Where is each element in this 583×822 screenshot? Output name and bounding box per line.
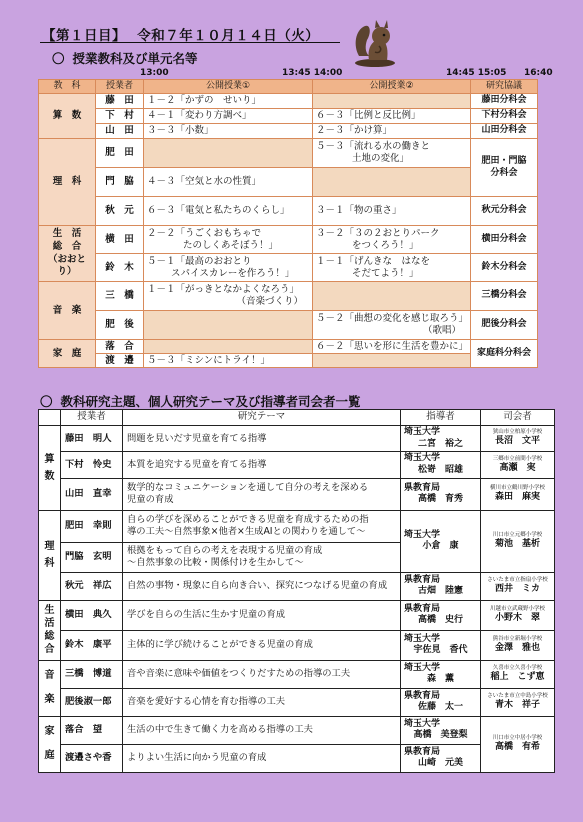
- res-mc: [481, 510, 555, 572]
- lesson1: ４－３「空気と水の性質」: [144, 168, 313, 197]
- res-theme: 本質を追究する児童を育てる指導: [123, 452, 401, 478]
- advisor-org: 埼玉大学: [404, 633, 441, 644]
- advisor-org: 県教育局: [404, 603, 441, 614]
- mc-org: 川口市立中居小学校: [492, 734, 543, 741]
- res-name: 鈴木 康平: [61, 630, 123, 660]
- teacher: 藤 田: [96, 94, 144, 109]
- lesson2-line2: 土地の変化」: [352, 153, 410, 164]
- lesson2: [313, 139, 471, 168]
- subject-math: 算 数: [39, 94, 96, 139]
- col-blank: [39, 410, 61, 426]
- lesson2: ２－３「かけ算」: [313, 124, 471, 139]
- teacher: 肥 後: [96, 311, 144, 340]
- time-mid2: 14:45 15:05: [446, 68, 507, 78]
- group: 肥後分科会: [471, 311, 538, 340]
- mc-name: 小野木 翠: [494, 612, 540, 623]
- lesson1: [144, 282, 313, 311]
- col-lesson2: 公開授業②: [313, 80, 471, 94]
- theme-line2: 児童の育成: [127, 494, 174, 506]
- table-row: [39, 630, 555, 660]
- teacher: 鈴 木: [96, 254, 144, 282]
- lesson2-line1: ５－２「曲想の変化を感じ取ろう」: [316, 313, 469, 325]
- res-mc: [481, 600, 555, 630]
- section2-title: 教科研究主題、個人研究テーマ及び指導者司会者一覧: [60, 394, 361, 409]
- advisor-name: 松嵜 昭雄: [417, 465, 463, 476]
- subject-music: 音 楽: [39, 282, 96, 340]
- table-row: [39, 226, 538, 254]
- res-name: 藤田 明人: [61, 426, 123, 452]
- research-table: [38, 409, 555, 773]
- time-start: 13:00: [140, 68, 169, 78]
- advisor-org: 県教育局: [404, 574, 441, 585]
- res-theme: よりよい生活に向かう児童の育成: [123, 744, 401, 772]
- res-mc: [481, 478, 555, 510]
- mc-name: 菊池 基析: [494, 538, 540, 549]
- table-row: [39, 510, 555, 542]
- table-row: [39, 452, 555, 478]
- research-header-row: [39, 410, 555, 426]
- advisor-name: 高橋 史行: [417, 615, 463, 626]
- section2-heading: [40, 392, 361, 410]
- res-theme: 音や音楽に意味や価値をつくりだすための指導の工夫: [123, 660, 401, 688]
- advisor-name: 小倉 康: [422, 541, 459, 552]
- table-row: [39, 426, 555, 452]
- subject-life: 生 活 総 合 （おおとり）: [39, 226, 96, 282]
- teacher: 秋 元: [96, 197, 144, 226]
- res-name: 下村 怜史: [61, 452, 123, 478]
- theme-line1: 自らの学びを深めることができる児童を育成するための指: [127, 514, 369, 526]
- res-advisor: [401, 688, 481, 716]
- lesson2-empty: [313, 168, 471, 197]
- col-advisor: 指導者: [401, 410, 481, 426]
- theme-line1: 数学的なコミュニケーションを通して自分の考えを深める: [127, 482, 369, 494]
- subject-science: 理 科: [39, 139, 96, 226]
- mc-org: 久喜市立久喜小学校: [492, 664, 543, 671]
- res-theme: 問題を見いだす児童を育てる指導: [123, 426, 401, 452]
- mc-org: 熊谷市立新堀小学校: [492, 635, 543, 642]
- group: 横田分科会: [471, 226, 538, 254]
- advisor-org: 県教育局: [404, 690, 441, 701]
- section1-heading: [52, 49, 198, 67]
- group: 鈴木分科会: [471, 254, 538, 282]
- mc-name: 高瀬 実: [499, 462, 536, 473]
- res-mc: [481, 426, 555, 452]
- table-row: [39, 94, 538, 109]
- advisor-name: 宇佐見 香代: [413, 645, 468, 656]
- res-name: 肥後淑一郎: [61, 688, 123, 716]
- lesson1-empty: [144, 340, 313, 354]
- mc-org: 狭山市立柏原小学校: [492, 429, 543, 436]
- table-row: [39, 168, 538, 197]
- table-row: [39, 600, 555, 630]
- res-theme: 音楽を愛好する心情を育む指導の工夫: [123, 688, 401, 716]
- res-theme: [123, 478, 401, 510]
- teacher: 肥 田: [96, 139, 144, 168]
- mc-org: さいたま市立指扇小学校: [487, 576, 548, 583]
- res-name: 秋元 祥広: [61, 572, 123, 600]
- res-theme: 生活の中で生きて働く力を高める指導の工夫: [123, 716, 401, 744]
- group: [471, 139, 538, 197]
- col-teacher: 授業者: [96, 80, 144, 94]
- group: 家庭科分科会: [471, 340, 538, 368]
- res-advisor: [401, 630, 481, 660]
- squirrel-mascot-icon: [349, 16, 401, 68]
- res-name: 渡邉さや香: [61, 744, 123, 772]
- advisor-org: 埼玉大学: [404, 427, 441, 437]
- advisor-org: 埼玉大学: [404, 453, 441, 464]
- group: 秋元分科会: [471, 197, 538, 226]
- section1-title: 授業教科及び単元名等: [72, 51, 198, 66]
- mc-org: 川口市立元郷小学校: [492, 531, 543, 538]
- lesson2-empty: [313, 354, 471, 368]
- res-name: 三橋 博道: [61, 660, 123, 688]
- lesson1: [144, 254, 313, 282]
- time-end: 16:40: [524, 68, 553, 78]
- subject-home: 家 庭: [39, 340, 96, 368]
- col-mc: 司会者: [481, 410, 555, 426]
- lesson2: ６－２「思いを形に生活を豊かに」: [313, 340, 471, 354]
- lesson2: [313, 226, 471, 254]
- lesson1-line2: （音楽づくり）: [236, 296, 303, 307]
- mc-org: 川越市立武蔵野小学校: [489, 605, 545, 612]
- theme-line2: 導の工夫～自然事象×他者×生成AIとの関わりを通して～: [127, 526, 366, 538]
- advisor-name: 高橋 美登梨: [413, 730, 468, 741]
- mc-name: 稲上 こず恵: [490, 671, 545, 682]
- advisor-org: 埼玉大学: [404, 662, 441, 673]
- advisor-name: 山崎 元美: [417, 758, 463, 769]
- mc-name: 西井 ミカ: [494, 583, 540, 594]
- lesson2: [313, 311, 471, 340]
- lesson1: [144, 226, 313, 254]
- theme-line2: ～自然事象の比較・関係付けを生かして～: [127, 557, 304, 569]
- advisor-org: 埼玉大学: [404, 529, 441, 540]
- lesson2: ６－３「比例と反比例」: [313, 109, 471, 124]
- teacher: 門 脇: [96, 168, 144, 197]
- mc-name: 青木 祥子: [494, 699, 540, 710]
- table-row: [39, 109, 538, 124]
- res-advisor: [401, 452, 481, 478]
- mc-name: 高橋 有希: [494, 741, 540, 752]
- group-line1: 肥田・門脇: [481, 156, 527, 167]
- res-theme: 主体的に学び続けることができる児童の育成: [123, 630, 401, 660]
- res-mc: [481, 572, 555, 600]
- res-subject-life: 生 活 総 合: [39, 600, 61, 660]
- lesson2-line1: ３－２「３の２おとりパーク: [316, 227, 440, 239]
- res-subject-home: 家 庭: [39, 716, 61, 772]
- lesson2-line1: １－１「げんきな はなを: [316, 255, 431, 267]
- advisor-name: 佐藤 太一: [417, 702, 463, 713]
- advisor-org: 埼玉大学: [404, 718, 441, 729]
- table-row: [39, 660, 555, 688]
- lesson1-empty: [144, 311, 313, 340]
- lesson2-line1: ５－３「流れる水の働きと: [316, 141, 431, 153]
- res-name: 横田 典久: [61, 600, 123, 630]
- table-row: [39, 478, 555, 510]
- res-advisor: [401, 510, 481, 572]
- mc-name: 長沼 文平: [494, 436, 540, 447]
- table-row: [39, 197, 538, 226]
- table-row: [39, 139, 538, 168]
- teacher: 横 田: [96, 226, 144, 254]
- res-mc: [481, 660, 555, 688]
- advisor-name: 森 薫: [426, 674, 454, 685]
- table-row: [39, 311, 538, 340]
- teacher: 落 合: [96, 340, 144, 354]
- lesson1-line1: １－１「がっきとなかよくなろう」: [147, 284, 300, 296]
- res-advisor: [401, 600, 481, 630]
- teacher: 山 田: [96, 124, 144, 139]
- lesson2: ３－１「物の重さ」: [313, 197, 471, 226]
- res-advisor: [401, 478, 481, 510]
- lesson2-line2: そだてよう！」: [352, 267, 419, 279]
- res-subject-science: 理 科: [39, 510, 61, 600]
- lesson1-line1: ５－１「最高のおおとり: [147, 255, 252, 267]
- table-row: [39, 572, 555, 600]
- page-title: [42, 24, 319, 44]
- res-theme: 学びを自らの生活に生かす児童の育成: [123, 600, 401, 630]
- teacher: 三 橋: [96, 282, 144, 311]
- table-row: [39, 688, 555, 716]
- res-subject-math: 算 数: [39, 426, 61, 511]
- res-advisor: [401, 716, 481, 744]
- advisor-org: 県教育局: [404, 482, 441, 493]
- section1-bullet: 〇: [52, 51, 65, 66]
- advisor-name: 高橋 育秀: [417, 494, 463, 505]
- group-line2: 分科会: [490, 167, 518, 178]
- section2-bullet: 〇: [40, 394, 53, 409]
- teacher: 下 村: [96, 109, 144, 124]
- mc-name: 森田 麻実: [494, 491, 540, 502]
- group: 三橋分科会: [471, 282, 538, 311]
- teacher: 渡 邉: [96, 354, 144, 368]
- lesson2-line2: （歌唱）: [422, 325, 461, 336]
- mc-org: 三郷市立前間小学校: [492, 455, 543, 462]
- res-theme: [123, 510, 401, 542]
- schedule-header-row: [39, 80, 538, 94]
- table-row: [39, 340, 538, 354]
- res-advisor: [401, 660, 481, 688]
- table-row: [39, 744, 555, 772]
- time-mid1: 13:45 14:00: [282, 68, 343, 78]
- lesson1: ３－３「小数」: [144, 124, 313, 139]
- advisor-name: 二宮 裕之: [417, 438, 463, 449]
- date-label: 令和７年１０月１４日（火）: [137, 28, 320, 44]
- lesson1-line1: ２－２「うごくおもちゃで: [147, 227, 262, 239]
- lesson2: [313, 254, 471, 282]
- table-row: [39, 716, 555, 744]
- col-lesson1: 公開授業①: [144, 80, 313, 94]
- lesson2-empty: [313, 282, 471, 311]
- col-subject: 教 科: [39, 80, 96, 94]
- lesson1-line2: たのしくあそぼう！」: [183, 239, 279, 251]
- res-mc: [481, 452, 555, 478]
- day-label: 【第１日目】: [42, 28, 126, 44]
- res-advisor: [401, 426, 481, 452]
- res-name: 落合 望: [61, 716, 123, 744]
- lesson1-empty: [144, 139, 313, 168]
- res-mc: [481, 688, 555, 716]
- mc-org: 横川市立鶴川野小学校: [489, 484, 545, 491]
- lesson1-line2: スパイスカレーを作ろう！」: [171, 267, 295, 279]
- res-advisor: [401, 572, 481, 600]
- col-group: 研究協議: [471, 80, 538, 94]
- res-mc: [481, 630, 555, 660]
- table-row: [39, 354, 538, 368]
- group: 下村分科会: [471, 109, 538, 124]
- title-underline: [40, 42, 340, 43]
- res-mc: [481, 716, 555, 772]
- res-advisor: [401, 744, 481, 772]
- col-theme: 研究テーマ: [123, 410, 401, 426]
- col-name: 授業者: [61, 410, 123, 426]
- mc-org: さいたま市立中島小学校: [487, 692, 548, 699]
- res-name: 肥田 幸則: [61, 510, 123, 542]
- table-row: [39, 282, 538, 311]
- res-theme: 自然の事物・現象に自ら向き合い、探究につなげる児童の育成: [123, 572, 401, 600]
- group: 藤田分科会: [471, 94, 538, 109]
- table-row: [39, 124, 538, 139]
- res-name: 門脇 玄明: [61, 542, 123, 572]
- lesson2-empty: [313, 94, 471, 109]
- advisor-name: 古畑 陸憲: [417, 586, 463, 597]
- theme-line1: 根拠をもって自らの考えを表現する児童の育成: [127, 545, 323, 557]
- lesson1: １－２「かずの せいり」: [144, 94, 313, 109]
- lesson1: ６－３「電気と私たちのくらし」: [144, 197, 313, 226]
- res-name: 山田 直幸: [61, 478, 123, 510]
- schedule-table: [38, 79, 538, 368]
- advisor-org: 県教育局: [404, 746, 441, 757]
- res-theme: [123, 542, 401, 572]
- lesson2-line2: をつくろう！」: [352, 239, 419, 251]
- mc-name: 金澤 雅也: [494, 642, 540, 653]
- lesson1: ５－３「ミシンにトライ！」: [144, 354, 313, 368]
- res-subject-music: 音 楽: [39, 660, 61, 716]
- group: 山田分科会: [471, 124, 538, 139]
- table-row: [39, 254, 538, 282]
- lesson1: ４－１「変わり方調べ」: [144, 109, 313, 124]
